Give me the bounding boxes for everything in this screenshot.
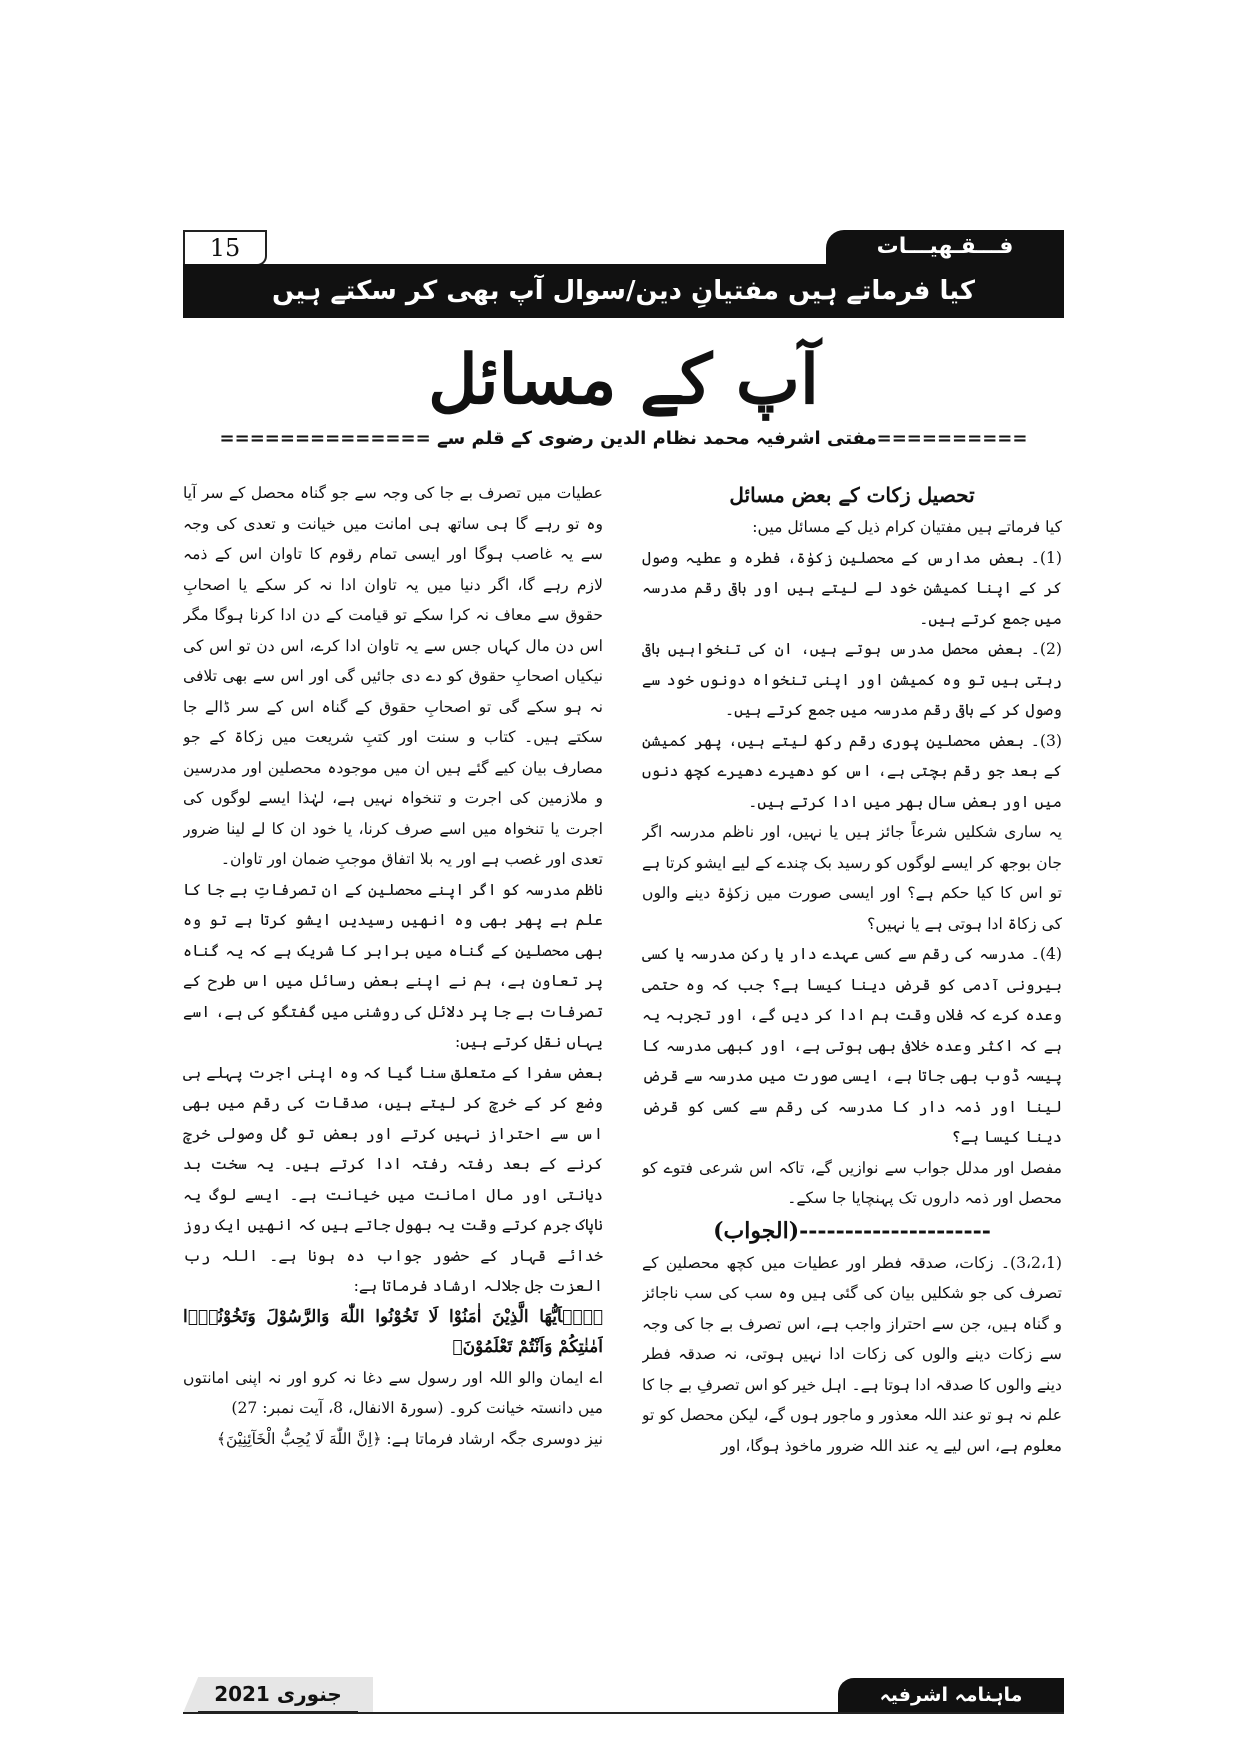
answer-heading: ---------------------(الجواب) <box>713 1217 991 1244</box>
answer-paragraph: (3،2،1)۔ زکات، صدقہ فطر اور عطیات میں کچھ محصلین کے تصرف کی جو شکلیں بیان کی گئی ہیں وہ سب کی سب ناجائز و گناہ ہیں، جن سے احتراز واجب ہے، اس تصرف بے جا کی وجہ سے زکات دینے والوں کی زکات ادا نہیں ہوتی، نہ صدقہ فطر دینے والوں کا صدقہ ادا ہوتا ہے۔ اہل خیر کو اس تصرفِ بے جا کا علم نہ ہو تو عند اللہ معذور و ماجور ہوں گے، لیکن محصل کو تو معلوم ہے، اس لیے یہ عند اللہ ضرور ماخوذ ہوگا، اور <box>642 1253 1062 1455</box>
question-paragraph: (3)۔ بعض محصلین پوری رقم رکھ لیتے ہیں، پھر کمیشن کے بعد جو رقم بچتی ہے، اس کو دھیرے دھیرے کچھ دنوں میں اور بعض سال بھر میں ادا کرتے ہیں۔ <box>642 731 1062 811</box>
question-paragraph: (4)۔ مدرسہ کی رقم سے کسی عہدے دار یا رکن مدرسہ یا کسی بیرونی آدمی کو قرض دینا کیسا ہے؟ جب کہ وہ حتمی وعدہ کرے کہ فلاں وقت ہم ادا کر دیں گے، اور تجربہ یہ ہے کہ اکثر وعدہ خلافی بھی ہوتی ہے، اور کبھی مدرسہ کا پیسہ ڈوب بھی جاتا ہے، ایسی صورت میں مدرسہ سے قرض لینا اور ذمہ دار کا مدرسہ کی رقم سے کسی کو قرض دینا کیسا ہے؟ <box>642 945 1062 1146</box>
author-byline: ==========مفتی اشرفیہ محمد نظام الدین رضوی کے قلم سے ============== <box>219 428 1028 449</box>
magazine-name: ماہنامہ اشرفیہ <box>838 1678 1064 1712</box>
answer-paragraph: ناظم مدرسہ کو اگر اپنے محصلین کے ان تصرفاتِ بے جا کا علم ہے پھر بھی وہ انھیں رسیدیں ایشو کرتا ہے تو وہ بھی محصلین کے گناہ میں برابر کا شریک ہے کہ یہ گناہ پر تعاون ہے، ہم نے اپنے بعض رسائل میں اس طرح کے تصرفات بے جا پر دلائل کی روشنی میں گفتگو کی ہے، اسے یہاں نقل کرتے ہیں: <box>183 880 603 1051</box>
footer-date: جنوری 2021 <box>198 1677 358 1714</box>
question-paragraph: (1)۔ بعض مدارس کے محصلین زکوٰۃ، فطرہ و عطیہ وصول کر کے اپنا کمیشن خود لے لیتے ہیں اور باقی رقم مدرسہ میں جمع کرتے ہیں۔ <box>642 548 1062 628</box>
answer-paragraph: عطیات میں تصرف بے جا کی وجہ سے جو گناہ محصل کے سر آیا وہ تو رہے گا ہی ساتھ ہی امانت میں خیانت و تعدی کی وجہ سے یہ غاصب ہوگا اور ایسی تمام رقوم کا تاوان اس کے ذمہ لازم رہے گا، اگر دنیا میں یہ تاوان ادا نہ کر سکے یا اصحابِ حقوق سے معاف نہ کرا سکے تو قیامت کے دن ادا کرنا ہوگا مگر اس دن مال کہاں جس سے یہ تاوان ادا کرے، اس دن تو اس کی نیکیاں اصحابِ حقوق کو دے دی جائیں گی اور اس سے بھی تلافی نہ ہو سکے گی تو اصحابِ حقوق کے گناہ اس کے سر ڈالے جا سکتے ہیں۔ کتاب و سنت اور کتبِ شریعت میں زکاۃ کے جو مصارف بیان کیے گئے ہیں ان میں موجودہ محصلین اور مدرسین و ملازمین کی اجرت و تنخواہ نہیں ہے، لہٰذا ایسے لوگوں کی اجرت یا تنخواہ میں اسے صرف کرنا، یا خود ان کا لے لینا ضرور تعدی اور غصب ہے اور یہ بلا اتفاق موجبِ ضمان اور تاوان۔ <box>183 484 603 868</box>
page-number: 15 <box>183 230 267 266</box>
footer-divider <box>183 1712 1064 1714</box>
section-tab: فـــقـهيـــات <box>826 230 1064 264</box>
closing-line: نیز دوسری جگہ ارشاد فرماتا ہے: ﴿اِنَّ اللّٰهَ لَا يُحِبُّ الْخَآئِنِيْنَ﴾ <box>216 1429 603 1448</box>
page-title: آپ کے مسائل <box>428 340 819 420</box>
question-paragraph: یہ ساری شکلیں شرعاً جائز ہیں یا نہیں، اور ناظم مدرسہ اگر جان بوجھ کر ایسے لوگوں کو رسید بک چندے کے لیے ایشو کرتا ہے تو اس کا کیا حکم ہے؟ اور ایسی صورت میں زکوٰۃ دینے والوں کی زکاۃ ادا ہوتی ہے یا نہیں؟ <box>642 823 1062 933</box>
header-banner: کیا فرماتے ہیں مفتیانِ دین/سوال آپ بھی کر سکتے ہیں <box>183 264 1064 318</box>
question-heading: تحصیل زکات کے بعض مسائل <box>729 483 975 507</box>
question-paragraph: مفصل اور مدلل جواب سے نوازیں گے، تاکہ اس شرعی فتوے کو محصل اور ذمہ داروں تک پہنچایا جا سکے۔ <box>642 1158 1062 1207</box>
question-paragraph: کیا فرماتے ہیں مفتیان کرام ذیل کے مسائل میں: <box>752 518 1062 536</box>
answer-paragraph: بعض سفرا کے متعلق سنا گیا کہ وہ اپنی اجرت پہلے ہی وضع کر کے خرچ کر لیتے ہیں، صدقات کی رقم میں بھی اس سے احتراز نہیں کرتے اور بعض تو کُل وصولی خرچ کرنے کے بعد رفتہ رفتہ ادا کرتے ہیں۔ یہ سخت بد دیانتی اور مال امانت میں خیانت ہے۔ ایسے لوگ یہ ناپاک جرم کرتے وقت یہ بھول جاتے ہیں کہ انھیں ایک روز خدائے قہار کے حضور جواب دہ ہونا ہے۔ اللہ رب العزت جل جلالہ ارشاد فرماتا ہے: <box>183 1063 603 1295</box>
question-paragraph: (2)۔ بعض محصل مدرس ہوتے ہیں، ان کی تنخواہیں باقی رہتی ہیں تو وہ کمیشن اور اپنی تنخواہ دونوں خود سے وصول کر کے باقی رقم مدرسہ میں جمع کرتے ہیں۔ <box>642 640 1062 719</box>
verse-translation: اے ایمان والو اللہ اور رسول سے دغا نہ کرو اور نہ اپنی امانتوں میں دانستہ خیانت کرو۔ (سورۃ الانفال، 8، آیت نمبر: 27) <box>183 1368 603 1417</box>
quran-verse: ﴿يٰۤاَيُّهَا الَّذِيْنَ اٰمَنُوْا لَا تَخُوْنُوا اللّٰهَ وَالرَّسُوْلَ وَتَخُوْنُوْۤا اَمٰنٰتِكُمْ وَاَنْتُمْ تَعْلَمُوْنَ﴾ <box>183 1306 603 1357</box>
right-column <box>642 478 1062 1663</box>
left-column <box>183 478 603 1663</box>
